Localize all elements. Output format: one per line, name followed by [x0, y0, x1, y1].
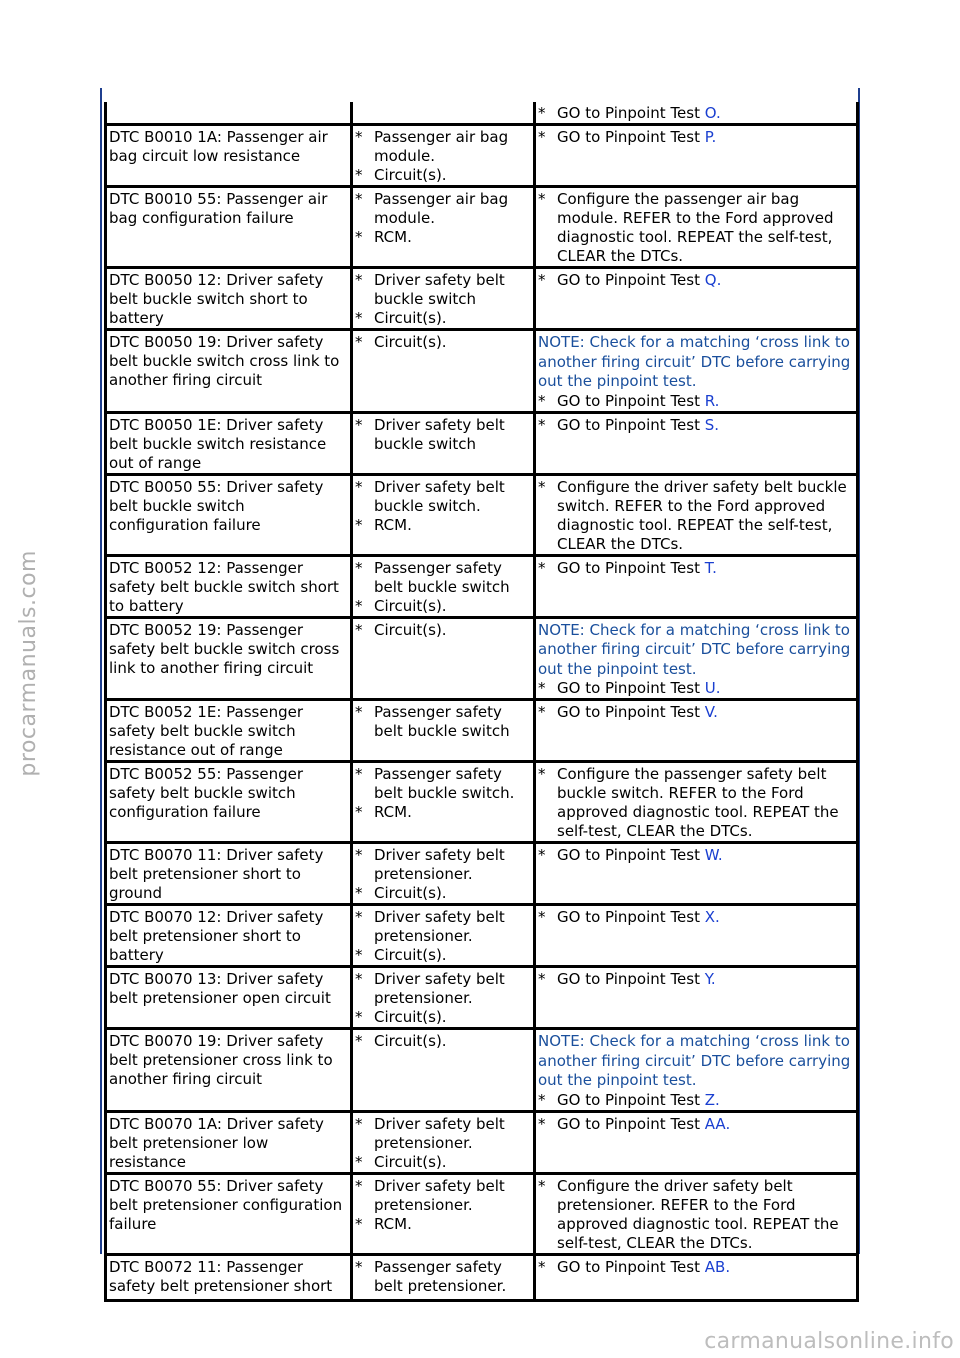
dtc-code-cell [106, 617, 352, 700]
bullet-star: * [355, 228, 363, 246]
action-text: GO to Pinpoint Test [557, 703, 705, 721]
bullet-star: * [538, 908, 546, 926]
action-cell [535, 268, 858, 330]
possible-causes-cell [352, 187, 535, 268]
cause-item [355, 1008, 531, 1027]
link-period: . [725, 1257, 731, 1276]
bullet-star: * [355, 596, 363, 615]
cause-item [355, 846, 531, 884]
action-item [538, 1115, 854, 1134]
bullet-star: * [538, 128, 546, 146]
action-cell [535, 125, 858, 187]
cause-text: Circuit(s). [374, 309, 447, 327]
cause-item [355, 166, 531, 185]
cause-text: RCM. [374, 515, 412, 534]
cause-item [355, 416, 531, 454]
cause-text: Circuit(s). [374, 166, 447, 184]
dtc-row [106, 268, 858, 330]
dtc-code-cell [106, 843, 352, 905]
cause-text: Passenger safety belt buckle switch. [374, 765, 515, 802]
bullet-star: * [355, 166, 363, 184]
dtc-description: DTC B0070 55: Driver safety belt pretensioner configuration failure [109, 1176, 343, 1233]
bullet-star: * [355, 1114, 363, 1133]
dtc-table [104, 102, 859, 1302]
possible-causes-cell [352, 268, 535, 330]
dtc-code-cell [106, 412, 352, 474]
action-item [538, 908, 854, 927]
bullet-star: * [355, 477, 363, 496]
cause-item [355, 621, 531, 640]
dtc-code-cell [106, 967, 352, 1029]
possible-causes-cell [352, 412, 535, 474]
cause-text: RCM. [374, 228, 412, 246]
dtc-row [106, 555, 858, 617]
dtc-row [106, 125, 858, 187]
dtc-row [106, 700, 858, 762]
link-period: . [725, 1114, 731, 1133]
possible-causes-cell [352, 1254, 535, 1300]
action-item [538, 392, 854, 411]
bullet-star: * [355, 558, 363, 577]
possible-causes-cell [352, 1029, 535, 1112]
action-cell [535, 700, 858, 762]
action-item [538, 416, 854, 435]
link-period: . [712, 558, 717, 577]
action-cell [535, 187, 858, 268]
action-cell [535, 555, 858, 617]
link-period: . [715, 908, 720, 926]
action-text: GO to Pinpoint Test [557, 970, 705, 988]
pinpoint-test-link[interactable]: W [704, 846, 718, 864]
pinpoint-test-link[interactable]: AA [704, 1114, 726, 1133]
possible-causes-cell [352, 1173, 535, 1254]
dtc-code-cell [106, 700, 352, 762]
action-text: GO to Pinpoint Test [557, 558, 705, 577]
dtc-description: DTC B0052 55: Passenger safety belt buckle switch configuration failure [109, 765, 304, 821]
bullet-star: * [538, 477, 546, 496]
link-period: . [714, 391, 720, 410]
bullet-star: * [538, 846, 546, 864]
action-text: Configure the passenger safety belt buckle switch. REFER to the Ford approved diagnostic tool. REPEAT the self-test, CLEAR the DTCs. [557, 765, 839, 840]
bullet-star: * [538, 1090, 546, 1109]
action-cell [535, 1173, 858, 1254]
cause-text: Passenger air bag module. [374, 128, 509, 165]
action-item [538, 846, 854, 865]
dtc-row [106, 843, 858, 905]
cause-text: Circuit(s). [374, 620, 447, 639]
cause-text: Driver safety belt buckle switch [374, 415, 505, 453]
bullet-star: * [538, 679, 546, 697]
action-cell [535, 474, 858, 555]
dtc-description: DTC B0070 19: Driver safety belt pretensioner cross link to another firing circuit [109, 1032, 333, 1088]
action-cell [535, 102, 858, 125]
cause-item [355, 333, 531, 352]
action-item [538, 478, 854, 554]
pinpoint-test-link[interactable]: Z [704, 1090, 716, 1109]
dtc-row [106, 1173, 858, 1254]
pinpoint-test-link[interactable]: Q [704, 271, 717, 289]
dtc-code-cell [106, 268, 352, 330]
action-text: GO to Pinpoint Test [557, 271, 705, 289]
dtc-description: DTC B0052 12: Passenger safety belt buckle switch short to battery [109, 558, 339, 615]
left-margin-rule [100, 88, 102, 1254]
cause-item [355, 1177, 531, 1215]
link-period: . [710, 970, 716, 988]
pinpoint-test-link[interactable]: P [704, 128, 712, 146]
bullet-star: * [538, 765, 546, 783]
bullet-star: * [538, 1257, 546, 1276]
cause-item [355, 478, 531, 516]
cause-item [355, 946, 531, 965]
action-text: GO to Pinpoint Test [557, 679, 705, 697]
cause-text: Circuit(s). [374, 946, 447, 964]
note-text: NOTE: Check for a matching ‘cross link to another firing circuit’ DTC before carrying out the pinpoint test. [538, 620, 851, 678]
dtc-description: DTC B0052 19: Passenger safety belt buckle switch cross link to another firing circuit [109, 620, 340, 677]
bullet-star: * [355, 333, 363, 351]
dtc-description: DTC B0050 12: Driver safety belt buckle switch short to battery [109, 271, 324, 327]
dtc-code-cell [106, 474, 352, 555]
link-period: . [715, 1090, 720, 1109]
cause-text: Driver safety belt pretensioner. [374, 908, 505, 945]
cause-item [355, 228, 531, 247]
link-period: . [716, 271, 722, 289]
possible-causes-cell [352, 102, 535, 125]
bullet-star: * [355, 515, 363, 534]
cause-text: Driver safety belt pretensioner. [374, 1114, 505, 1152]
link-period: . [717, 846, 723, 864]
bullet-star: * [538, 415, 546, 434]
dtc-table-body [106, 102, 858, 1300]
dtc-row [106, 412, 858, 474]
bullet-star: * [538, 391, 546, 410]
cause-text: Driver safety belt pretensioner. [374, 846, 505, 883]
bullet-star: * [538, 190, 546, 208]
possible-causes-cell [352, 905, 535, 967]
cause-text: Circuit(s). [374, 333, 447, 351]
action-cell [535, 617, 858, 700]
cause-item [355, 1258, 531, 1296]
bullet-star: * [538, 104, 546, 122]
dtc-row [106, 1029, 858, 1112]
action-cell [535, 1029, 858, 1112]
dtc-description: DTC B0050 19: Driver safety belt buckle switch cross link to another firing circuit [109, 333, 340, 389]
pinpoint-test-link[interactable]: U [704, 679, 716, 697]
link-period: . [711, 128, 717, 146]
action-text: GO to Pinpoint Test [557, 1257, 705, 1276]
action-item [538, 679, 854, 698]
dtc-description: DTC B0010 1A: Passenger air bag circuit low resistance [109, 128, 328, 165]
link-period: . [715, 679, 721, 697]
action-text: GO to Pinpoint Test [557, 104, 705, 122]
cause-item [355, 1115, 531, 1153]
bullet-star: * [355, 620, 363, 639]
dtc-code-cell [106, 330, 352, 413]
note-text: NOTE: Check for a matching ‘cross link to another firing circuit’ DTC before carrying out the pinpoint test. [538, 1032, 851, 1089]
action-item [538, 104, 854, 123]
bullet-star: * [355, 415, 363, 434]
action-item [538, 703, 854, 722]
cause-item [355, 516, 531, 535]
dtc-row [106, 905, 858, 967]
dtc-code-cell [106, 555, 352, 617]
bullet-star: * [355, 309, 363, 327]
bullet-star: * [355, 1257, 363, 1276]
dtc-description: DTC B0050 55: Driver safety belt buckle switch configuration failure [109, 477, 324, 534]
cause-text: Circuit(s). [374, 1152, 447, 1171]
cause-item [355, 559, 531, 597]
bullet-star: * [355, 1032, 363, 1050]
dtc-description: DTC B0050 1E: Driver safety belt buckle switch resistance out of range [109, 415, 327, 472]
cause-item [355, 309, 531, 328]
bullet-star: * [355, 908, 363, 926]
cause-text: Passenger safety belt buckle switch [374, 558, 510, 596]
action-cell [535, 843, 858, 905]
bullet-star: * [538, 1176, 546, 1195]
cause-item [355, 703, 531, 741]
cause-text: Passenger safety belt pretensioner. [374, 1257, 507, 1295]
possible-causes-cell [352, 967, 535, 1029]
pinpoint-test-link[interactable]: V [704, 703, 714, 721]
side-watermark: procarmanuals.com [16, 550, 41, 777]
action-text: Configure the driver safety belt pretensioner. REFER to the Ford approved diagnostic tool. REPEAT the self-test, CLEAR the DTCs. [557, 1176, 839, 1252]
note-text: NOTE: Check for a matching ‘cross link to another firing circuit’ DTC before carrying out the pinpoint test. [538, 333, 851, 390]
dtc-row [106, 102, 858, 125]
bullet-star: * [538, 970, 546, 988]
action-item [538, 1177, 854, 1253]
cause-text: RCM. [374, 803, 412, 821]
action-item [538, 765, 854, 841]
pinpoint-test-link[interactable]: S [704, 415, 715, 434]
bullet-star: * [355, 946, 363, 964]
pinpoint-test-link[interactable]: Y [704, 970, 711, 988]
possible-causes-cell [352, 617, 535, 700]
dtc-row [106, 762, 858, 843]
bullet-star: * [355, 1176, 363, 1195]
dtc-description: DTC B0070 13: Driver safety belt pretensioner open circuit [109, 970, 331, 1007]
cause-item [355, 765, 531, 803]
bullet-star: * [355, 884, 363, 902]
dtc-description: DTC B0070 11: Driver safety belt pretensioner short to ground [109, 846, 324, 902]
dtc-code-cell [106, 1173, 352, 1254]
cause-item [355, 271, 531, 309]
bullet-star: * [355, 970, 363, 988]
possible-causes-cell [352, 555, 535, 617]
dtc-row [106, 1111, 858, 1173]
bullet-star: * [355, 1214, 363, 1233]
dtc-description: DTC B0010 55: Passenger air bag configuration failure [109, 190, 328, 227]
dtc-code-cell [106, 1029, 352, 1112]
pinpoint-test-link[interactable]: T [704, 558, 713, 577]
action-item [538, 559, 854, 578]
dtc-row [106, 617, 858, 700]
cause-item [355, 970, 531, 1008]
bullet-star: * [355, 1152, 363, 1171]
dtc-code-cell [106, 125, 352, 187]
cause-item [355, 803, 531, 822]
cause-text: Circuit(s). [374, 596, 447, 615]
dtc-code-cell [106, 905, 352, 967]
bullet-star: * [355, 803, 363, 821]
cause-item [355, 597, 531, 616]
dtc-code-cell [106, 762, 352, 843]
dtc-code-cell [106, 1254, 352, 1300]
dtc-description: DTC B0052 1E: Passenger safety belt buckle switch resistance out of range [109, 703, 303, 759]
dtc-row [106, 967, 858, 1029]
action-text: GO to Pinpoint Test [557, 1114, 705, 1133]
bullet-star: * [355, 1008, 363, 1026]
action-item [538, 271, 854, 290]
pinpoint-test-link[interactable]: R [704, 391, 715, 410]
cause-item [355, 908, 531, 946]
link-period: . [713, 703, 718, 721]
dtc-row [106, 1254, 858, 1300]
action-text: GO to Pinpoint Test [557, 908, 705, 926]
cause-text: Circuit(s). [374, 884, 447, 902]
action-item [538, 1258, 854, 1277]
possible-causes-cell [352, 762, 535, 843]
cause-item [355, 1153, 531, 1172]
dtc-description: DTC B0070 1A: Driver safety belt pretensioner low resistance [109, 1114, 324, 1171]
bullet-star: * [355, 190, 363, 208]
bullet-star: * [355, 271, 363, 289]
action-item [538, 1091, 854, 1110]
bullet-star: * [355, 703, 363, 721]
action-text: GO to Pinpoint Test [557, 128, 705, 146]
cause-item [355, 884, 531, 903]
action-cell [535, 967, 858, 1029]
cause-text: Passenger safety belt buckle switch [374, 703, 510, 740]
bullet-star: * [355, 765, 363, 783]
cause-text: Driver safety belt pretensioner. [374, 970, 505, 1007]
pinpoint-test-link[interactable]: O [704, 104, 716, 122]
dtc-description: DTC B0070 12: Driver safety belt pretensioner short to battery [109, 908, 324, 964]
action-text: GO to Pinpoint Test [557, 391, 705, 410]
possible-causes-cell [352, 700, 535, 762]
cause-text: Driver safety belt buckle switch [374, 271, 505, 308]
possible-causes-cell [352, 1111, 535, 1173]
cause-text: Driver safety belt buckle switch. [374, 477, 505, 515]
action-cell [535, 905, 858, 967]
cause-item [355, 128, 531, 166]
action-cell [535, 412, 858, 474]
action-cell [535, 762, 858, 843]
possible-causes-cell [352, 330, 535, 413]
possible-causes-cell [352, 474, 535, 555]
action-text: GO to Pinpoint Test [557, 846, 705, 864]
cause-item [355, 190, 531, 228]
bullet-star: * [355, 846, 363, 864]
cause-item [355, 1032, 531, 1051]
bullet-star: * [538, 703, 546, 721]
action-cell [535, 1254, 858, 1300]
action-item [538, 190, 854, 266]
action-cell [535, 330, 858, 413]
link-period: . [715, 104, 721, 122]
cause-text: Passenger air bag module. [374, 190, 509, 227]
action-text: Configure the passenger air bag module. REFER to the Ford approved diagnostic tool. REPEAT the self-test, CLEAR the DTCs. [557, 190, 834, 265]
action-item [538, 970, 854, 989]
dtc-code-cell [106, 1111, 352, 1173]
pinpoint-test-link[interactable]: X [704, 908, 716, 926]
pinpoint-test-link[interactable]: AB [704, 1257, 726, 1276]
cause-text: RCM. [374, 1214, 412, 1233]
dtc-code-cell [106, 187, 352, 268]
cause-text: Driver safety belt pretensioner. [374, 1176, 505, 1214]
dtc-code-cell [106, 102, 352, 125]
dtc-row [106, 187, 858, 268]
possible-causes-cell [352, 843, 535, 905]
bottom-watermark: carmanualsonline.info [704, 1329, 954, 1354]
bullet-star: * [355, 128, 363, 146]
dtc-row [106, 474, 858, 555]
action-item [538, 128, 854, 147]
action-text: Configure the driver safety belt buckle switch. REFER to the Ford approved diagnostic tool. REPEAT the self-test, CLEAR the DTCs. [557, 477, 847, 553]
possible-causes-cell [352, 125, 535, 187]
dtc-row [106, 330, 858, 413]
cause-text: Circuit(s). [374, 1032, 447, 1050]
cause-item [355, 1215, 531, 1234]
bullet-star: * [538, 558, 546, 577]
cause-text: Circuit(s). [374, 1008, 447, 1026]
action-text: GO to Pinpoint Test [557, 415, 705, 434]
link-period: . [714, 415, 720, 434]
action-text: GO to Pinpoint Test [557, 1090, 705, 1109]
bullet-star: * [538, 271, 546, 289]
bullet-star: * [538, 1114, 546, 1133]
dtc-description: DTC B0072 11: Passenger safety belt pretensioner short [109, 1257, 333, 1295]
action-cell [535, 1111, 858, 1173]
